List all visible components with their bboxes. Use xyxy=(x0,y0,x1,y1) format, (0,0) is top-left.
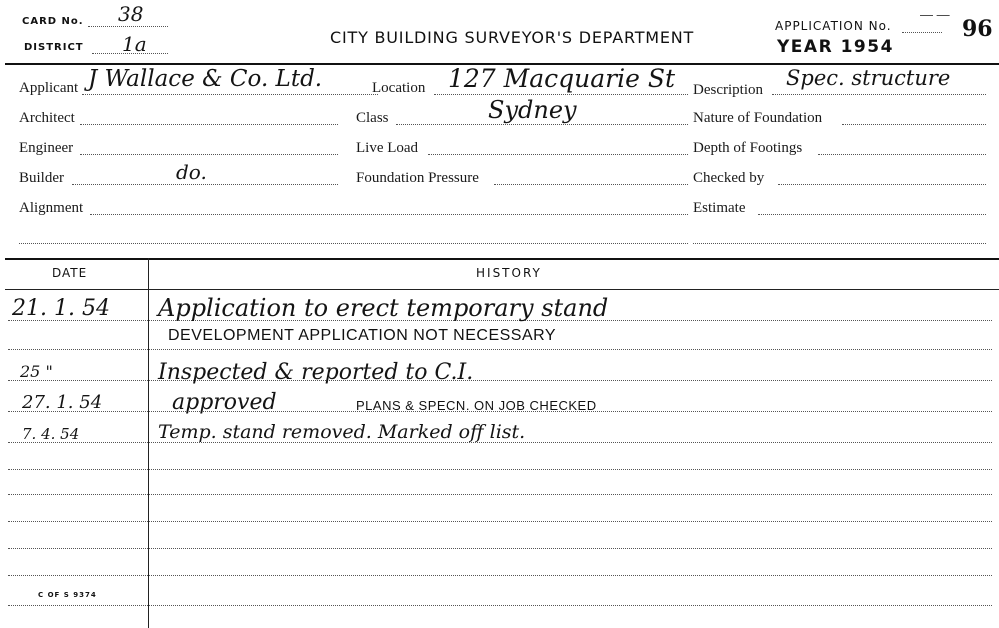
district-label: DISTRICT xyxy=(24,42,84,53)
applicant-label: Applicant xyxy=(19,80,79,96)
estimate-label: Estimate xyxy=(693,200,746,216)
history-entry: Inspected & reported to C.I. xyxy=(158,360,474,385)
class-label: Class xyxy=(356,110,389,126)
alignment-label: Alignment xyxy=(19,200,84,216)
nature-of-foundation-label: Nature of Foundation xyxy=(693,110,823,126)
description-label: Description xyxy=(693,82,763,98)
foundation-pressure-label: Foundation Pressure xyxy=(356,170,479,186)
builder-value: do. xyxy=(176,160,207,184)
application-no-value: 96 xyxy=(962,16,993,42)
form-code: C OF S 9374 xyxy=(38,591,97,599)
district-value: 1a xyxy=(122,32,147,56)
architect-label: Architect xyxy=(19,110,75,126)
checked-by-label: Checked by xyxy=(693,170,765,186)
department-title: CITY BUILDING SURVEYOR'S DEPARTMENT xyxy=(330,28,695,47)
location-value-line2: Sydney xyxy=(488,96,577,124)
description-value: Spec. structure xyxy=(786,66,951,90)
history-date: 21. 1. 54 xyxy=(12,296,110,321)
history-entry: Temp. stand removed. Marked off list. xyxy=(158,421,526,443)
application-no-label: APPLICATION No. xyxy=(775,19,892,33)
history-entry: approved xyxy=(172,390,277,415)
history-entry: Application to erect temporary stand xyxy=(158,294,609,322)
applicant-value: J Wallace & Co. Ltd. xyxy=(88,66,323,92)
location-value: 127 Macquarie St xyxy=(448,64,676,93)
development-stamp: DEVELOPMENT APPLICATION NOT NECESSARY xyxy=(168,327,557,344)
history-column-header: HISTORY xyxy=(476,266,542,280)
date-column-header: DATE xyxy=(52,266,88,280)
history-date: 27. 1. 54 xyxy=(22,392,103,413)
year-label: YEAR 1954 xyxy=(777,37,894,57)
depth-of-footings-label: Depth of Footings xyxy=(693,140,803,156)
engineer-label: Engineer xyxy=(19,140,74,156)
location-label: Location xyxy=(372,80,426,96)
plans-checked-stamp: PLANS & SPECN. ON JOB CHECKED xyxy=(356,398,597,413)
history-date: 25 " xyxy=(20,362,53,381)
card-no-value: 38 xyxy=(118,2,144,26)
live-load-label: Live Load xyxy=(356,140,419,156)
card-no-label: CARD No. xyxy=(22,16,84,27)
history-date: 7. 4. 54 xyxy=(22,425,80,443)
builder-label: Builder xyxy=(19,170,64,186)
